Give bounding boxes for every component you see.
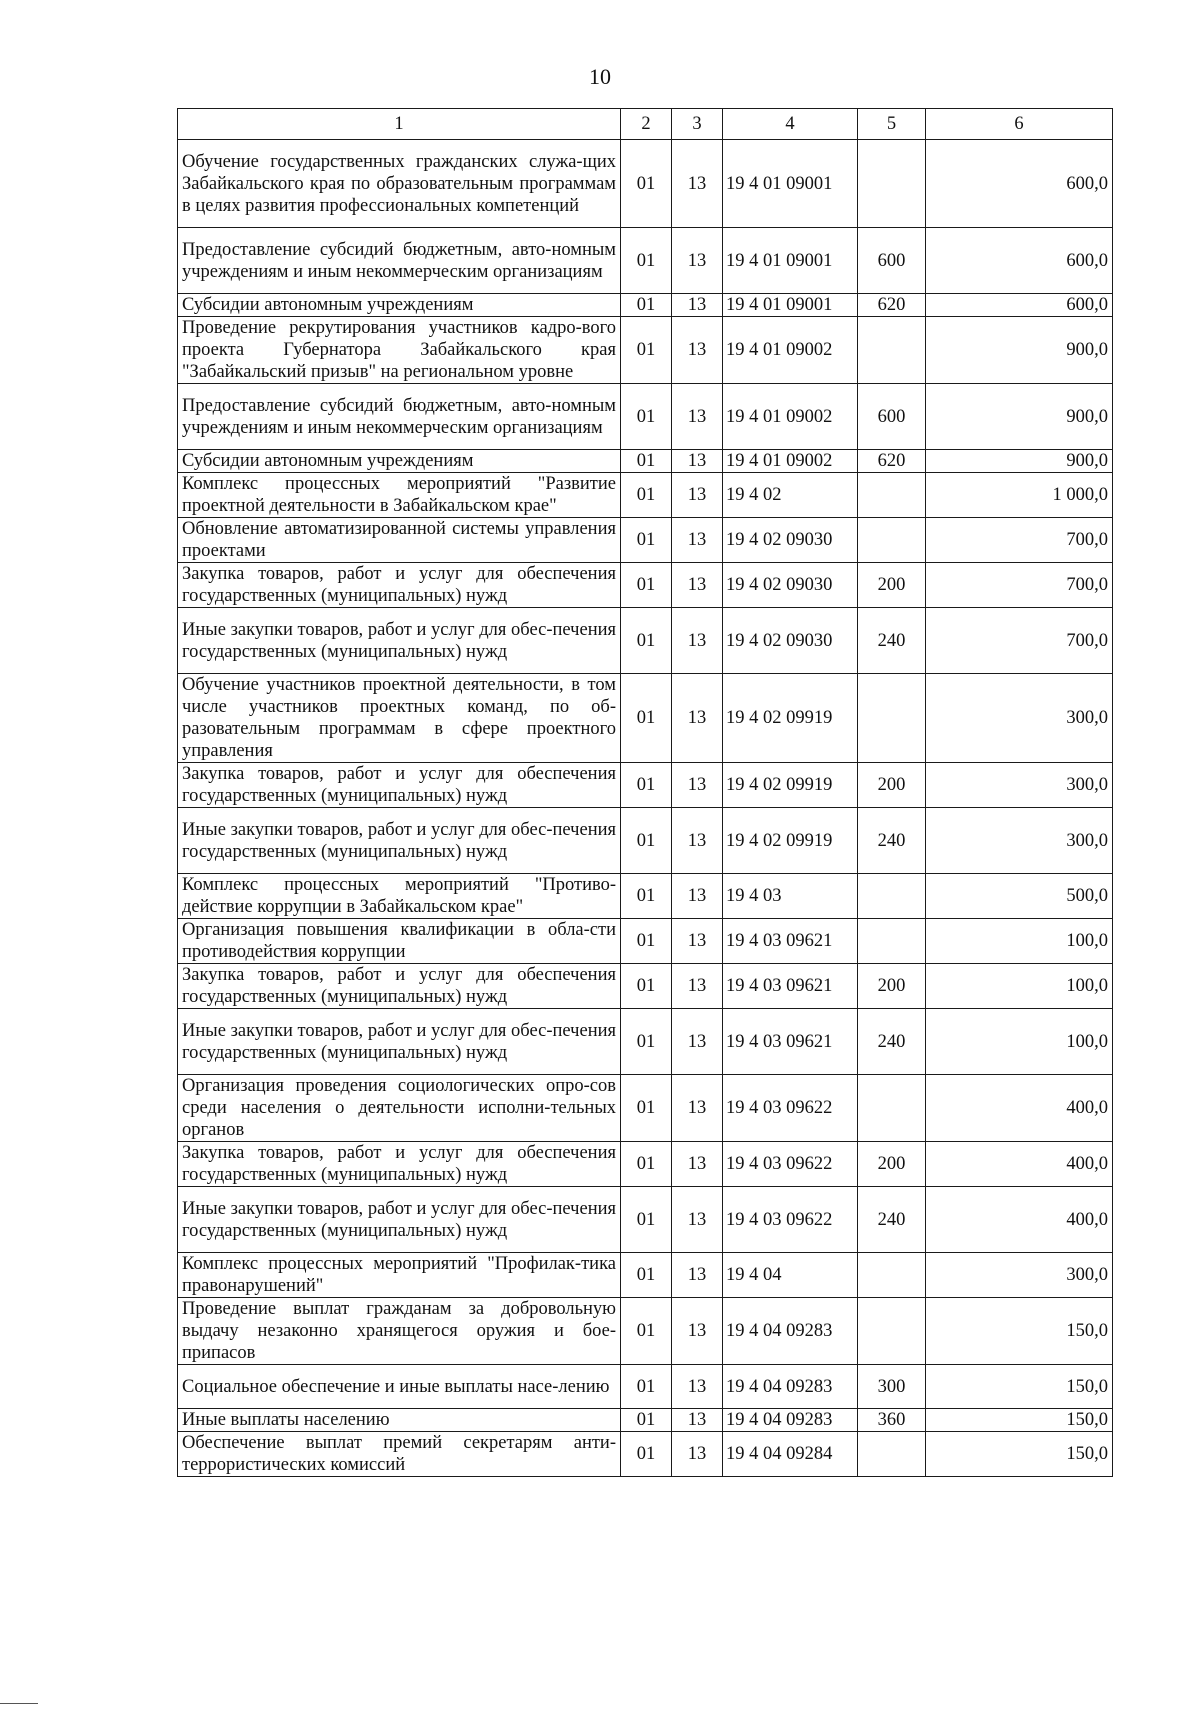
row-description: Организация проведения социологических опро-сов среди населения о деятельности исполни-тельных органов xyxy=(178,1075,621,1142)
row-section-code: 01 xyxy=(621,964,672,1009)
header-col-2: 2 xyxy=(621,109,672,140)
row-section-code: 01 xyxy=(621,808,672,874)
row-target-code: 19 4 04 xyxy=(723,1253,858,1298)
row-subsection-code: 13 xyxy=(672,228,723,294)
table-row xyxy=(178,1075,1113,1142)
row-target-code: 19 4 02 09919 xyxy=(723,808,858,874)
row-description: Социальное обеспечение и иные выплаты насе-лению xyxy=(178,1365,621,1409)
table-row xyxy=(178,1187,1113,1253)
row-target-code: 19 4 02 09030 xyxy=(723,608,858,674)
row-expense-type xyxy=(858,1298,926,1365)
row-expense-type xyxy=(858,919,926,964)
row-description: Комплекс процессных мероприятий "Профилак-тика правонарушений" xyxy=(178,1253,621,1298)
row-description: Обновление автоматизированной системы управления проектами xyxy=(178,518,621,563)
row-section-code: 01 xyxy=(621,1187,672,1253)
row-target-code: 19 4 04 09284 xyxy=(723,1432,858,1477)
row-target-code: 19 4 02 09919 xyxy=(723,674,858,763)
table-row xyxy=(178,964,1113,1009)
row-target-code: 19 4 02 xyxy=(723,473,858,518)
table-row xyxy=(178,763,1113,808)
row-amount: 700,0 xyxy=(926,563,1113,608)
row-target-code: 19 4 03 xyxy=(723,874,858,919)
row-expense-type: 600 xyxy=(858,384,926,450)
row-expense-type: 200 xyxy=(858,563,926,608)
row-subsection-code: 13 xyxy=(672,294,723,317)
row-description: Обучение государственных гражданских служа-щих Забайкальского края по образовательным программам в целях развития профессиональных компетенций xyxy=(178,140,621,228)
row-subsection-code: 13 xyxy=(672,1253,723,1298)
table-row xyxy=(178,1142,1113,1187)
table-row xyxy=(178,518,1113,563)
row-subsection-code: 13 xyxy=(672,964,723,1009)
row-section-code: 01 xyxy=(621,763,672,808)
row-section-code: 01 xyxy=(621,1075,672,1142)
table-row xyxy=(178,1253,1113,1298)
row-section-code: 01 xyxy=(621,1009,672,1075)
row-expense-type: 200 xyxy=(858,763,926,808)
row-section-code: 01 xyxy=(621,518,672,563)
table-row xyxy=(178,140,1113,228)
row-target-code: 19 4 01 09002 xyxy=(723,450,858,473)
row-section-code: 01 xyxy=(621,294,672,317)
header-row xyxy=(178,109,1113,140)
row-section-code: 01 xyxy=(621,874,672,919)
table-row xyxy=(178,674,1113,763)
row-amount: 100,0 xyxy=(926,964,1113,1009)
row-section-code: 01 xyxy=(621,1142,672,1187)
row-description: Иные закупки товаров, работ и услуг для обес-печения государственных (муниципальных) нужд xyxy=(178,1009,621,1075)
row-target-code: 19 4 04 09283 xyxy=(723,1365,858,1409)
row-subsection-code: 13 xyxy=(672,874,723,919)
row-subsection-code: 13 xyxy=(672,1298,723,1365)
row-subsection-code: 13 xyxy=(672,1365,723,1409)
header-col-3: 3 xyxy=(672,109,723,140)
row-expense-type: 240 xyxy=(858,808,926,874)
margin-rule xyxy=(0,1703,38,1704)
row-description: Обучение участников проектной деятельности, в том числе участников проектных команд, по об-разовательным программам в сфере проектного управления xyxy=(178,674,621,763)
row-section-code: 01 xyxy=(621,674,672,763)
table-row xyxy=(178,473,1113,518)
row-target-code: 19 4 03 09621 xyxy=(723,1009,858,1075)
row-section-code: 01 xyxy=(621,317,672,384)
row-expense-type xyxy=(858,1432,926,1477)
table-row xyxy=(178,317,1113,384)
row-section-code: 01 xyxy=(621,473,672,518)
row-target-code: 19 4 01 09001 xyxy=(723,140,858,228)
row-description: Организация повышения квалификации в обла-сти противодействия коррупции xyxy=(178,919,621,964)
row-section-code: 01 xyxy=(621,1432,672,1477)
row-description: Иные закупки товаров, работ и услуг для обес-печения государственных (муниципальных) нужд xyxy=(178,608,621,674)
row-section-code: 01 xyxy=(621,1409,672,1432)
row-amount: 150,0 xyxy=(926,1409,1113,1432)
row-amount: 300,0 xyxy=(926,1253,1113,1298)
row-section-code: 01 xyxy=(621,384,672,450)
row-expense-type xyxy=(858,1253,926,1298)
page-number: 10 xyxy=(589,64,611,89)
row-description: Закупка товаров, работ и услуг для обеспечения государственных (муниципальных) нужд xyxy=(178,964,621,1009)
row-target-code: 19 4 01 09001 xyxy=(723,228,858,294)
table-row xyxy=(178,563,1113,608)
row-subsection-code: 13 xyxy=(672,450,723,473)
row-target-code: 19 4 02 09030 xyxy=(723,563,858,608)
row-expense-type: 240 xyxy=(858,1009,926,1075)
row-expense-type: 240 xyxy=(858,608,926,674)
row-description: Иные выплаты населению xyxy=(178,1409,621,1432)
row-target-code: 19 4 03 09621 xyxy=(723,964,858,1009)
row-description: Субсидии автономным учреждениям xyxy=(178,450,621,473)
row-amount: 300,0 xyxy=(926,674,1113,763)
row-expense-type xyxy=(858,518,926,563)
table-row xyxy=(178,1365,1113,1409)
table-row xyxy=(178,1432,1113,1477)
row-expense-type xyxy=(858,674,926,763)
table-row xyxy=(178,919,1113,964)
row-expense-type xyxy=(858,874,926,919)
row-section-code: 01 xyxy=(621,450,672,473)
row-subsection-code: 13 xyxy=(672,1187,723,1253)
row-section-code: 01 xyxy=(621,1253,672,1298)
row-subsection-code: 13 xyxy=(672,518,723,563)
row-expense-type xyxy=(858,1075,926,1142)
table-row xyxy=(178,808,1113,874)
row-section-code: 01 xyxy=(621,1298,672,1365)
table-row xyxy=(178,294,1113,317)
row-target-code: 19 4 01 09002 xyxy=(723,317,858,384)
header-col-5: 5 xyxy=(858,109,926,140)
row-amount: 900,0 xyxy=(926,317,1113,384)
row-target-code: 19 4 04 09283 xyxy=(723,1409,858,1432)
row-description: Предоставление субсидий бюджетным, авто-номным учреждениям и иным некоммерческим организациям xyxy=(178,228,621,294)
table-row xyxy=(178,608,1113,674)
row-target-code: 19 4 01 09002 xyxy=(723,384,858,450)
row-subsection-code: 13 xyxy=(672,384,723,450)
table-row xyxy=(178,384,1113,450)
row-amount: 900,0 xyxy=(926,450,1113,473)
row-target-code: 19 4 02 09030 xyxy=(723,518,858,563)
row-expense-type: 600 xyxy=(858,228,926,294)
row-subsection-code: 13 xyxy=(672,1075,723,1142)
row-expense-type xyxy=(858,317,926,384)
row-expense-type: 240 xyxy=(858,1187,926,1253)
row-subsection-code: 13 xyxy=(672,808,723,874)
row-subsection-code: 13 xyxy=(672,919,723,964)
row-expense-type: 620 xyxy=(858,294,926,317)
row-amount: 1 000,0 xyxy=(926,473,1113,518)
row-amount: 150,0 xyxy=(926,1432,1113,1477)
row-amount: 700,0 xyxy=(926,518,1113,563)
row-expense-type: 200 xyxy=(858,964,926,1009)
row-amount: 600,0 xyxy=(926,140,1113,228)
row-description: Иные закупки товаров, работ и услуг для обес-печения государственных (муниципальных) нужд xyxy=(178,808,621,874)
row-subsection-code: 13 xyxy=(672,1009,723,1075)
budget-table xyxy=(177,108,1113,1477)
row-target-code: 19 4 02 09919 xyxy=(723,763,858,808)
row-subsection-code: 13 xyxy=(672,608,723,674)
table-row xyxy=(178,1298,1113,1365)
row-section-code: 01 xyxy=(621,919,672,964)
row-amount: 300,0 xyxy=(926,763,1113,808)
row-amount: 500,0 xyxy=(926,874,1113,919)
row-target-code: 19 4 03 09621 xyxy=(723,919,858,964)
row-description: Обеспечение выплат премий секретарям анти-террористических комиссий xyxy=(178,1432,621,1477)
row-expense-type xyxy=(858,473,926,518)
header-col-6: 6 xyxy=(926,109,1113,140)
row-amount: 150,0 xyxy=(926,1365,1113,1409)
row-subsection-code: 13 xyxy=(672,473,723,518)
header-col-4: 4 xyxy=(723,109,858,140)
row-target-code: 19 4 03 09622 xyxy=(723,1075,858,1142)
row-target-code: 19 4 03 09622 xyxy=(723,1187,858,1253)
row-description: Закупка товаров, работ и услуг для обеспечения государственных (муниципальных) нужд xyxy=(178,763,621,808)
row-amount: 150,0 xyxy=(926,1298,1113,1365)
row-section-code: 01 xyxy=(621,563,672,608)
row-description: Закупка товаров, работ и услуг для обеспечения государственных (муниципальных) нужд xyxy=(178,1142,621,1187)
row-section-code: 01 xyxy=(621,228,672,294)
table-body xyxy=(178,140,1113,1477)
row-subsection-code: 13 xyxy=(672,763,723,808)
row-description: Предоставление субсидий бюджетным, авто-номным учреждениям и иным некоммерческим организациям xyxy=(178,384,621,450)
row-description: Проведение выплат гражданам за добровольную выдачу незаконно хранящегося оружия и бое-припасов xyxy=(178,1298,621,1365)
row-amount: 100,0 xyxy=(926,919,1113,964)
row-expense-type: 620 xyxy=(858,450,926,473)
row-subsection-code: 13 xyxy=(672,1409,723,1432)
table-row xyxy=(178,228,1113,294)
row-section-code: 01 xyxy=(621,608,672,674)
table-row xyxy=(178,874,1113,919)
row-target-code: 19 4 01 09001 xyxy=(723,294,858,317)
row-subsection-code: 13 xyxy=(672,317,723,384)
row-amount: 300,0 xyxy=(926,808,1113,874)
row-section-code: 01 xyxy=(621,140,672,228)
row-expense-type: 200 xyxy=(858,1142,926,1187)
row-target-code: 19 4 03 09622 xyxy=(723,1142,858,1187)
row-amount: 900,0 xyxy=(926,384,1113,450)
row-amount: 600,0 xyxy=(926,294,1113,317)
row-description: Иные закупки товаров, работ и услуг для обес-печения государственных (муниципальных) нужд xyxy=(178,1187,621,1253)
table-row xyxy=(178,1009,1113,1075)
row-description: Проведение рекрутирования участников кадро-вого проекта Губернатора Забайкальского края "Забайкальский призыв" на региональном уровне xyxy=(178,317,621,384)
row-description: Субсидии автономным учреждениям xyxy=(178,294,621,317)
row-target-code: 19 4 04 09283 xyxy=(723,1298,858,1365)
row-amount: 700,0 xyxy=(926,608,1113,674)
table-header xyxy=(178,109,1113,140)
row-section-code: 01 xyxy=(621,1365,672,1409)
row-expense-type: 360 xyxy=(858,1409,926,1432)
row-amount: 600,0 xyxy=(926,228,1113,294)
row-subsection-code: 13 xyxy=(672,140,723,228)
row-subsection-code: 13 xyxy=(672,674,723,763)
row-description: Комплекс процессных мероприятий "Противо-действие коррупции в Забайкальском крае" xyxy=(178,874,621,919)
header-col-1: 1 xyxy=(178,109,621,140)
row-description: Комплекс процессных мероприятий "Развитие проектной деятельности в Забайкальском крае" xyxy=(178,473,621,518)
row-amount: 100,0 xyxy=(926,1009,1113,1075)
row-amount: 400,0 xyxy=(926,1142,1113,1187)
table-row xyxy=(178,1409,1113,1432)
row-subsection-code: 13 xyxy=(672,1432,723,1477)
row-expense-type xyxy=(858,140,926,228)
row-amount: 400,0 xyxy=(926,1187,1113,1253)
table-row xyxy=(178,450,1113,473)
row-subsection-code: 13 xyxy=(672,1142,723,1187)
row-expense-type: 300 xyxy=(858,1365,926,1409)
row-amount: 400,0 xyxy=(926,1075,1113,1142)
row-subsection-code: 13 xyxy=(672,563,723,608)
row-description: Закупка товаров, работ и услуг для обеспечения государственных (муниципальных) нужд xyxy=(178,563,621,608)
